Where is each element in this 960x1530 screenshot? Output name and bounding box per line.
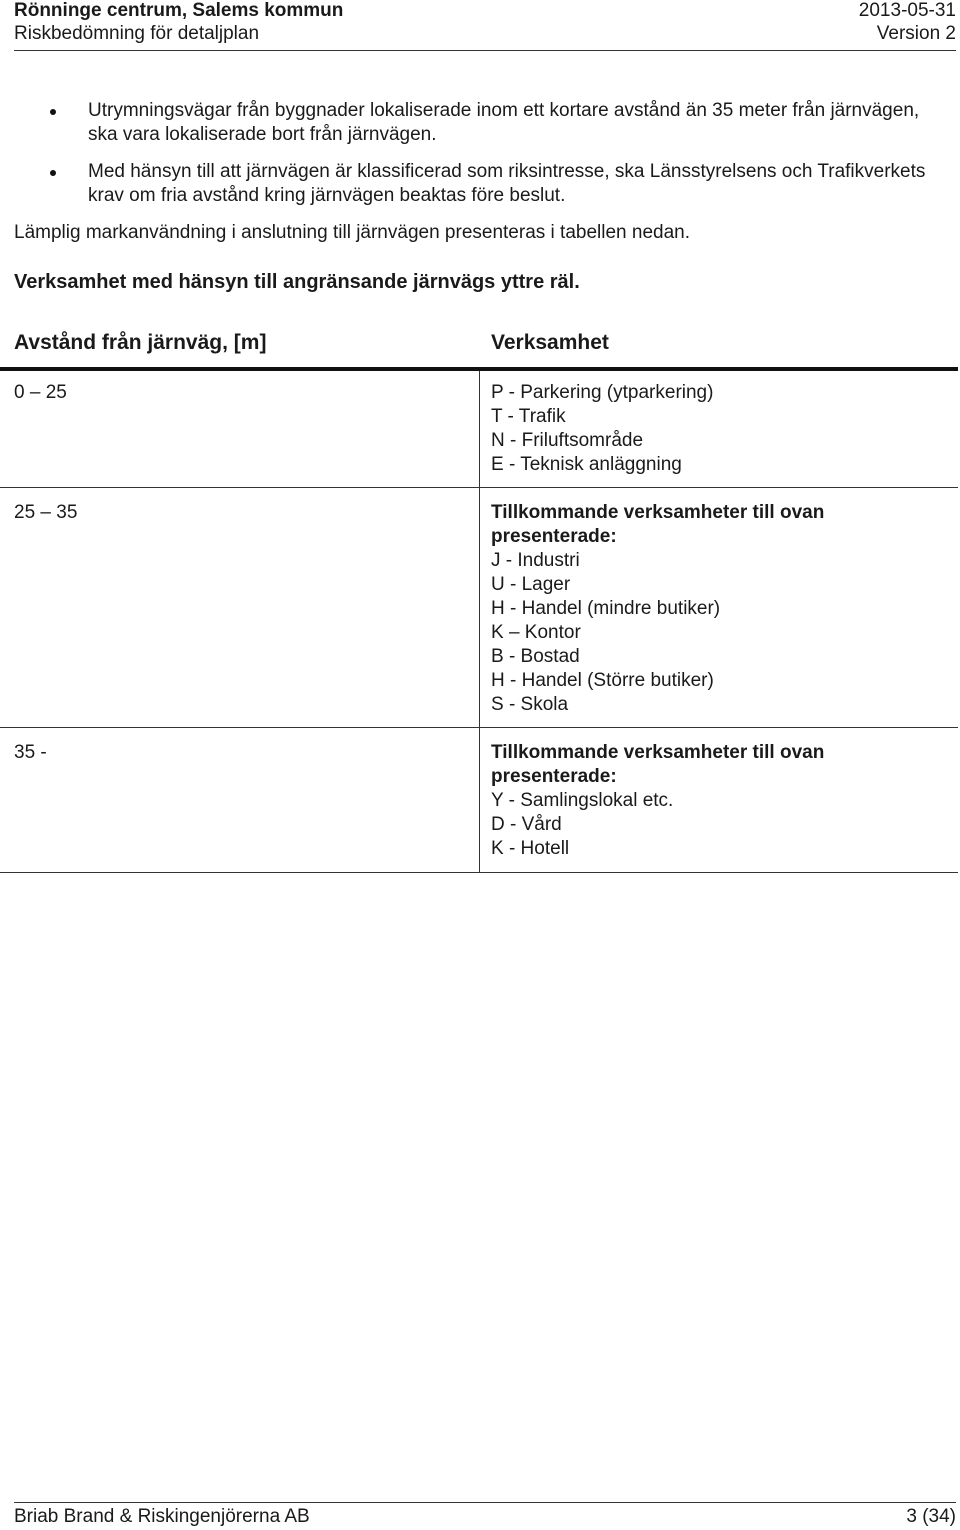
table-bottom-rule (0, 872, 958, 873)
row-divider (0, 727, 958, 728)
activity-item: N - Friluftsområde (491, 430, 644, 451)
bullet-text: Utrymningsvägar från byggnader lokaliserade inom ett kortare avstånd än 35 meter från järnvägen, ska vara lokaliserade bort från järnvägen. (88, 100, 920, 145)
document-title: Riskbedömning för detaljplan (14, 23, 260, 44)
activity-item: B - Bostad (491, 646, 580, 667)
bullet-text: Med hänsyn till att järnvägen är klassificerad som riksintresse, ska Länsstyrelsens och Trafikverkets krav om fria avstånd kring järnvägen beaktas före beslut. (88, 161, 926, 206)
table-row-distance: 0 – 25 (14, 382, 67, 403)
activity-item: J - Industri (491, 550, 580, 571)
activity-intro: Tillkommande verksamheter till ovan (491, 502, 825, 523)
bullet-dot-icon (50, 109, 56, 115)
page-header (14, 0, 956, 51)
activity-item: H - Handel (Större butiker) (491, 670, 714, 691)
column-divider (479, 371, 480, 873)
document-date: 2013-05-31 (858, 0, 956, 21)
bullet-item (14, 99, 944, 147)
activity-item: T - Trafik (491, 406, 566, 427)
footer-company: Briab Brand & Riskingenjörerna AB (14, 1506, 310, 1527)
activity-intro: presenterade: (491, 526, 617, 547)
activity-intro: presenterade: (491, 766, 617, 787)
header-row-top (14, 0, 956, 22)
activity-item: Y - Samlingslokal etc. (491, 790, 674, 811)
project-title: Rönninge centrum, Salems kommun (14, 0, 344, 21)
page-footer (14, 1502, 956, 1529)
column-header-activity: Verksamhet (491, 331, 609, 354)
row-divider (0, 487, 958, 488)
table-row-activities (491, 381, 931, 477)
activity-item: K - Hotell (491, 838, 570, 859)
activity-item: H - Handel (mindre butiker) (491, 598, 721, 619)
table-heading: Verksamhet med hänsyn till angränsande järnvägs yttre räl. (14, 271, 580, 293)
activity-item: K – Kontor (491, 622, 581, 643)
activity-item: E - Teknisk anläggning (491, 454, 682, 475)
header-row-bottom (14, 23, 956, 45)
table-row-distance: 35 - (14, 742, 47, 763)
activity-intro: Tillkommande verksamheter till ovan (491, 742, 825, 763)
bullet-list (14, 99, 944, 221)
column-header-distance: Avstånd från järnväg, [m] (14, 331, 267, 354)
bullet-dot-icon (50, 170, 56, 176)
table-row-activities (491, 501, 931, 717)
activity-item: P - Parkering (ytparkering) (491, 382, 714, 403)
page-number: 3 (34) (906, 1506, 956, 1527)
activity-item: S - Skola (491, 694, 569, 715)
document-version: Version 2 (876, 23, 956, 44)
activity-item: U - Lager (491, 574, 571, 595)
intro-paragraph: Lämplig markanvändning i anslutning till järnvägen presenteras i tabellen nedan. (14, 222, 690, 243)
table-row-activities (491, 741, 931, 861)
table-row-distance: 25 – 35 (14, 502, 78, 523)
activity-item: D - Vård (491, 814, 562, 835)
bullet-item (14, 160, 944, 208)
